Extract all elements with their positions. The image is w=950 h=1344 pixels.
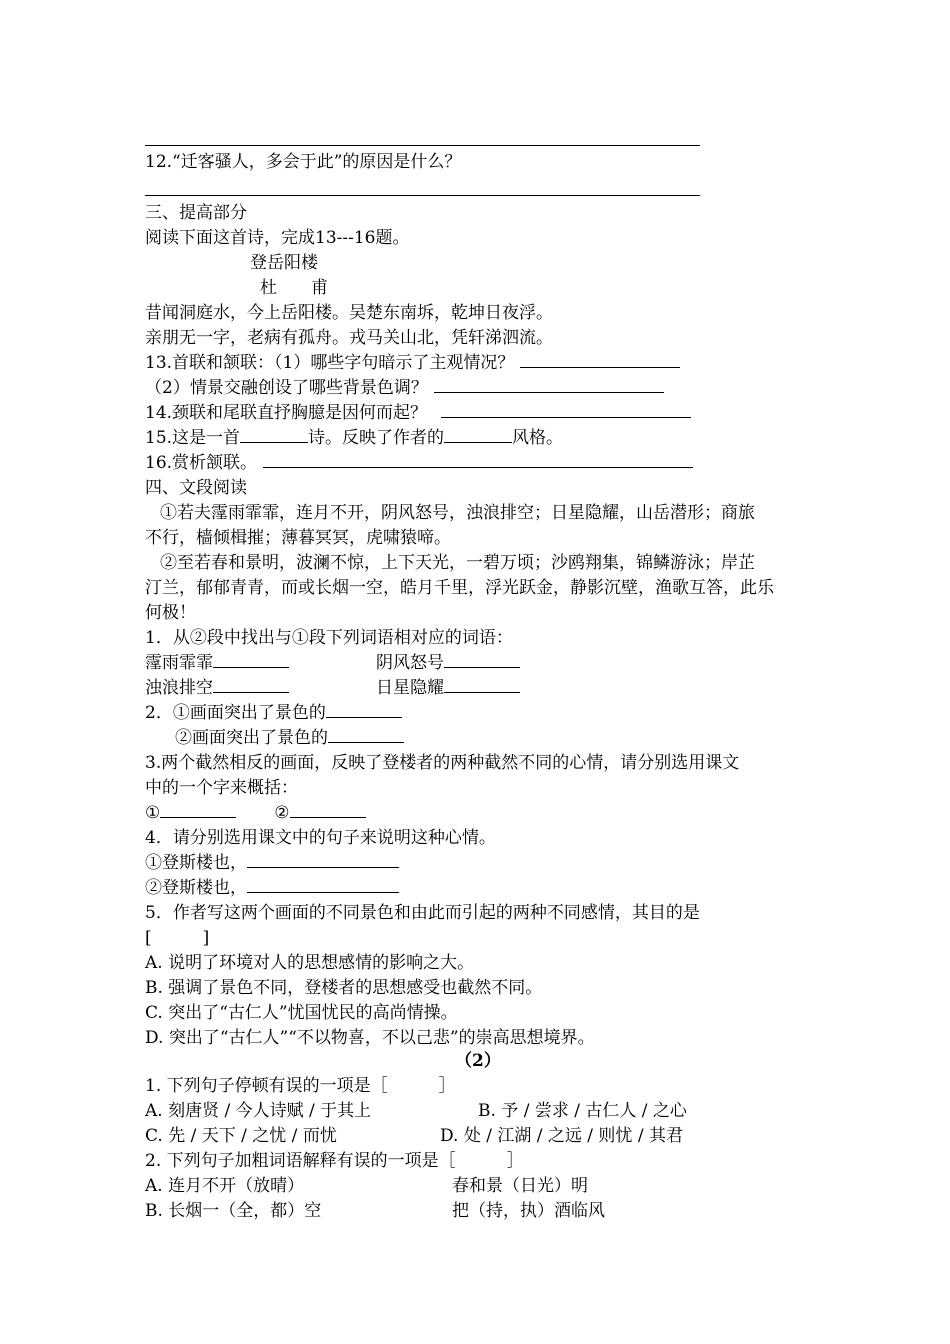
reading-question-3-line-1: 3.两个截然相反的画面，反映了登楼者的两种截然不同的心情，请分别选用课文: [145, 753, 740, 773]
answer-line: [145, 145, 700, 146]
poem-author: 杜 甫: [260, 278, 328, 298]
question-15-part-c: 风格。: [512, 428, 564, 448]
p2-q1-option-d: D. 处 / 江湖 / 之远 / 则忧 / 其君: [440, 1126, 683, 1146]
p2-q2-option-b-2: 把（持，执）酒临风: [452, 1201, 605, 1221]
question-15-part-b: 诗。反映了作者的: [308, 428, 445, 448]
reading-question-2-1: [145, 701, 402, 725]
paragraph-1-line-1: ①若夫霪雨霏霏，连月不开，阴风怒号，浊浪排空；日星隐耀，山岳潜形；商旅: [160, 503, 755, 523]
question-text: ②登斯楼也，: [145, 878, 247, 898]
question-text: ①登斯楼也，: [145, 853, 247, 873]
poem-line-1: 昔闻洞庭水，今上岳阳楼。吴楚东南坼，乾坤日夜浮。: [145, 303, 553, 323]
p2-q2-option-b-1: B. 长烟一（全，都）空: [145, 1201, 322, 1221]
reading-question-4: 4．请分别选用课文中的句子来说明这种心情。: [145, 828, 496, 848]
answer-bracket[interactable]: [ ]: [145, 928, 210, 948]
word-pair-3: [145, 676, 289, 700]
word-pair-1: [145, 651, 289, 675]
question-14: [145, 401, 691, 425]
answer-blank[interactable]: [263, 451, 693, 468]
part-2-question-2: 2. 下列句子加粗词语解释有误的一项是［ ］: [145, 1151, 524, 1171]
part-2-marker: （2）: [455, 1051, 501, 1071]
poem-line-2: 亲朋无一字，老病有孤舟。戎马关山北，凭轩涕泗流。: [145, 328, 553, 348]
question-16: [145, 451, 693, 475]
option-b: B. 强调了景色不同，登楼者的思想感受也截然不同。: [145, 978, 543, 998]
p2-q1-option-b: B. 予 / 尝求 / 古仁人 / 之心: [478, 1101, 687, 1121]
reading-question-3-answers: [145, 801, 366, 825]
option-d: D. 突出了“古仁人”“不以物喜，不以己悲”的崇高思想境界。: [145, 1028, 595, 1048]
answer-blank[interactable]: [247, 851, 399, 868]
question-14-text: 14.颈联和尾联直抒胸臆是因何而起？: [145, 403, 428, 423]
option-a: A. 说明了环境对人的思想感情的影响之大。: [145, 953, 475, 973]
p2-q2-option-a-1: A. 连月不开（放晴）: [145, 1176, 305, 1196]
answer-blank[interactable]: [444, 651, 520, 668]
reading-question-1: 1．从②段中找出与①段下列词语相对应的词语：: [145, 628, 513, 648]
question-15-part-a: 15.这是一首: [145, 428, 241, 448]
answer-blank[interactable]: [520, 351, 680, 368]
p2-q2-option-a-2: 春和景（日光）明: [452, 1176, 588, 1196]
reading-question-5: 5．作者写这两个画面的不同景色和由此而引起的两种不同感情，其目的是: [145, 903, 700, 923]
section-4-title: 四、文段阅读: [145, 478, 247, 498]
question-text: 2．①画面突出了景色的: [145, 703, 326, 723]
reading-question-2-2: [175, 726, 404, 750]
part-2-question-1: 1. 下列句子停顿有误的一项是［ ］: [145, 1076, 456, 1096]
answer-blank[interactable]: [213, 651, 289, 668]
answer-blank[interactable]: [326, 701, 402, 718]
answer-blank[interactable]: [444, 676, 520, 693]
answer-blank[interactable]: [213, 676, 289, 693]
answer-blank[interactable]: [247, 876, 399, 893]
option-c: C. 突出了“古仁人”忧国忧民的高尚情操。: [145, 1003, 458, 1023]
paragraph-1-line-2: 不行，樯倾楫摧；薄暮冥冥，虎啸猿啼。: [145, 528, 451, 548]
reading-question-4-2: [145, 876, 399, 900]
word-label: 浊浪排空: [145, 678, 213, 698]
answer-blank[interactable]: [160, 801, 236, 818]
answer-blank[interactable]: [240, 426, 308, 443]
answer-blank[interactable]: [290, 801, 366, 818]
question-12: 12.“迁客骚人，多会于此”的原因是什么？: [145, 152, 462, 172]
section-3-instruction: 阅读下面这首诗，完成13---16题。: [145, 228, 410, 248]
p2-q1-option-a: A. 刻唐贤 / 今人诗赋 / 于其上: [145, 1101, 372, 1121]
word-label: 日星隐耀: [376, 678, 444, 698]
word-label: 霪雨霏霏: [145, 653, 213, 673]
answer-line: [145, 195, 700, 196]
paragraph-2-line-1: ②至若春和景明，波澜不惊，上下天光，一碧万顷；沙鸥翔集，锦鳞游泳；岸芷: [160, 553, 755, 573]
answer-blank[interactable]: [441, 401, 691, 418]
word-pair-2: [376, 651, 520, 675]
answer-blank[interactable]: [328, 726, 404, 743]
question-13-2: [145, 376, 664, 400]
section-3-title: 三、提高部分: [145, 203, 247, 223]
word-pair-4: [376, 676, 520, 700]
reading-question-3-line-2: 中的一个字来概括：: [145, 778, 298, 798]
answer-blank[interactable]: [444, 426, 512, 443]
question-text: ②画面突出了景色的: [175, 728, 328, 748]
paragraph-2-line-2: 汀兰，郁郁青青，而或长烟一空，皓月千里，浮光跃金，静影沉壁，渔歌互答，此乐: [145, 578, 774, 598]
question-13-2-text: （2）情景交融创设了哪些背景色调？: [145, 378, 428, 398]
p2-q1-option-c: C. 先 / 天下 / 之忧 / 而忧: [145, 1126, 337, 1146]
answer-blank[interactable]: [434, 376, 664, 393]
question-15: [145, 426, 563, 450]
question-16-text: 16.赏析颔联。: [145, 453, 258, 473]
reading-question-4-1: [145, 851, 399, 875]
poem-title: 登岳阳楼: [250, 253, 318, 273]
question-13-1: [145, 351, 680, 375]
marker-1: ①: [145, 803, 161, 823]
paragraph-2-line-3: 何极！: [145, 603, 196, 623]
question-13-1-text: 13.首联和颔联：（1）哪些字句暗示了主观情况？: [145, 353, 515, 373]
word-label: 阴风怒号: [376, 653, 444, 673]
marker-2: ②: [274, 803, 290, 823]
